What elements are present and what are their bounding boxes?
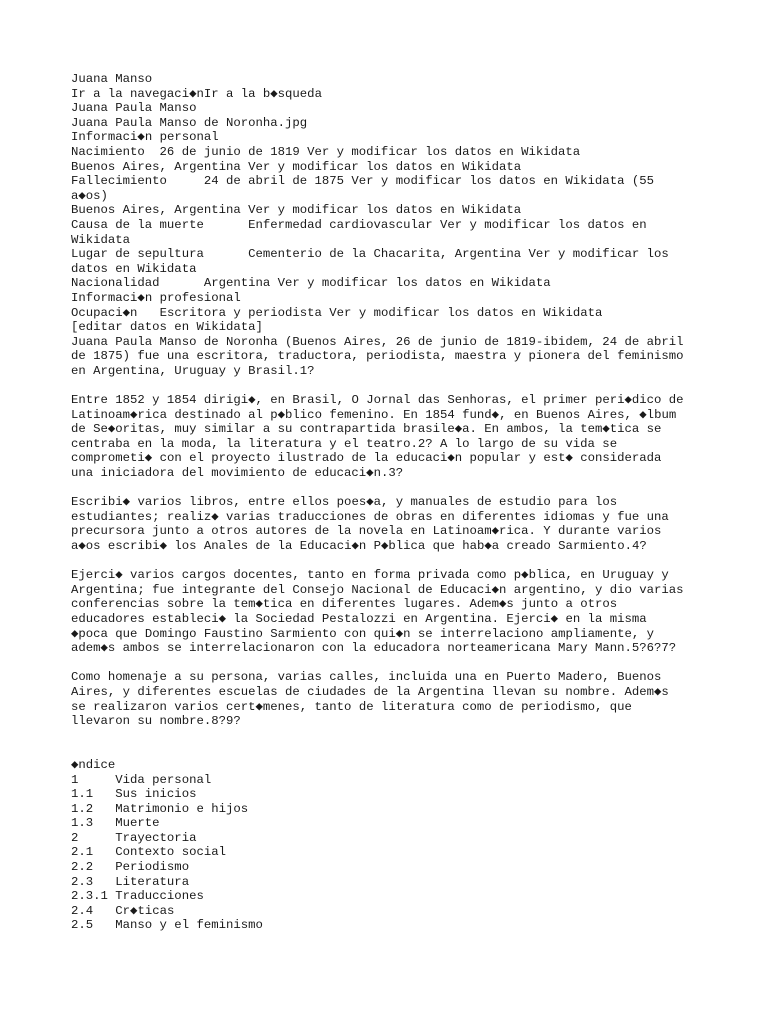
infobox-section-heading: Informaci◆n profesional: [71, 290, 241, 305]
article-title: Juana Manso: [71, 72, 153, 86]
infobox-row-burial: Lugar de sepultura Cementerio de la Chacarita, Argentina Ver y modificar los: [71, 247, 669, 262]
paragraph-line: llevaron su nombre.8?9?: [71, 714, 241, 729]
paragraph-line: Latinoam◆rica destinado al p◆blico femenino. En 1854 fund◆, en Buenos Aires, ◆lbum: [71, 407, 677, 422]
paragraph-line: una iniciadora del movimiento de educaci◆n.3?: [71, 466, 404, 481]
infobox-name: Juana Paula Manso: [71, 101, 197, 116]
edit-wikidata-link: [editar datos en Wikidata]: [71, 320, 263, 335]
infobox-row-death: Fallecimiento 24 de abril de 1875 Ver y modificar los datos en Wikidata (55: [71, 174, 654, 189]
paragraph-line: comprometi◆ con el proyecto ilustrado de la educaci◆n popular y est◆ considerada: [71, 451, 662, 466]
paragraph-teaching: [71, 568, 711, 656]
paragraph-line: adem◆s ambos se interrelacionaron con la educadora norteamericana Mary Mann.5?6?7?: [71, 641, 677, 656]
infobox-row-birth: Nacimiento 26 de junio de 1819 Ver y modificar los datos en Wikidata: [71, 144, 581, 159]
infobox-row-occupation: Ocupaci◆n Escritora y periodista Ver y modificar los datos en Wikidata: [71, 305, 603, 320]
infobox-row-cause: Causa de la muerte Enfermedad cardiovascular Ver y modificar los datos en: [71, 217, 647, 232]
toc-item: 1.3 Muerte: [71, 816, 160, 831]
toc-item: 2.2 Periodismo: [71, 860, 190, 875]
infobox-row-death-cont: a◆os): [71, 188, 108, 203]
infobox-section-heading: Informaci◆n personal: [71, 130, 219, 145]
paragraph-line: se realizaron varios cert◆menes, tanto de literatura como de periodismo, que: [71, 699, 632, 714]
paragraph-line: ◆poca que Domingo Faustino Sarmiento con qui◆n se interrelaciono ampliamente, y: [71, 626, 655, 641]
toc-item: 2.4 Cr◆ticas: [71, 903, 175, 918]
infobox-row-burial-cont: datos en Wikidata: [71, 261, 197, 276]
paragraph-works: [71, 495, 711, 553]
toc-item: 2.1 Contexto social: [71, 845, 226, 860]
paragraph-line: a◆os escribi◆ los Anales de la Educaci◆n P◆blica que hab◆a creado Sarmiento.4?: [71, 539, 647, 553]
toc-item: 2.3.1 Traducciones: [71, 889, 204, 904]
paragraph-line: Ejerci◆ varios cargos docentes, tanto en forma privada como p◆blica, en Uruguay y: [71, 568, 669, 583]
toc-item: 1 Vida personal: [71, 772, 212, 787]
paragraph-line: Escribi◆ varios libros, entre ellos poes◆a, y manuales de estudio para los: [71, 495, 618, 510]
infobox-row-birthplace: Buenos Aires, Argentina Ver y modificar los datos en Wikidata: [71, 159, 522, 174]
paragraph-line: centraba en la moda, la literatura y el teatro.2? A lo largo de su vida se: [71, 436, 618, 451]
infobox-row-nationality: Nacionalidad Argentina Ver y modificar los datos en Wikidata: [71, 276, 551, 291]
intro-line: Juana Paula Manso de Noronha (Buenos Aires, 26 de junio de 1819-ibidem, 24 de abril: [71, 334, 684, 349]
paragraph-line: Aires, y diferentes escuelas de ciudades de la Argentina llevan su nombre. Adem◆s: [71, 684, 669, 699]
paragraph-line: estudiantes; realiz◆ varias traducciones de obras en diferentes idiomas y fue una: [71, 509, 669, 524]
paragraph-journalism: [71, 393, 711, 481]
infobox-image-filename: Juana Paula Manso de Noronha.jpg: [71, 115, 308, 130]
paragraph-line: educadores estableci◆ la Sociedad Pestalozzi en Argentina. Ejerci◆ en la misma: [71, 611, 647, 626]
paragraph-line: Entre 1852 y 1854 dirigi◆, en Brasil, O Jornal das Senhoras, el primer peri◆dico de: [71, 393, 684, 408]
intro-line: en Argentina, Uruguay y Brasil.1?: [71, 363, 315, 378]
table-of-contents: [71, 758, 711, 933]
paragraph-line: de Se◆oritas, muy similar a su contrapartida brasile◆a. En ambos, la tem◆tica se: [71, 422, 662, 437]
toc-item: 2 Trayectoria: [71, 830, 197, 845]
paragraph-line: Argentina; fue integrante del Consejo Nacional de Educaci◆n argentino, y dio varias: [71, 582, 684, 597]
paragraph-line: Como homenaje a su persona, varias calles, incluida una en Puerto Madero, Buenos: [71, 670, 662, 685]
navigation-links: Ir a la navegaci◆nIr a la b◆squeda: [71, 86, 322, 101]
infobox-row-deathplace: Buenos Aires, Argentina Ver y modificar los datos en Wikidata: [71, 203, 522, 218]
paragraph-line: conferencias sobre la tem◆tica en diferentes lugares. Adem◆s junto a otros: [71, 597, 618, 612]
toc-item: 1.1 Sus inicios: [71, 787, 197, 802]
paragraph-line: precursora junto a otros autores de la novela en Latinoam◆rica. Y durante varios: [71, 524, 662, 539]
infobox-and-intro: [71, 72, 711, 378]
intro-line: de 1875) fue una escritora, traductora, periodista, maestra y pionera del feminismo: [71, 349, 684, 364]
toc-item: 2.3 Literatura: [71, 874, 190, 889]
document-page: [71, 72, 711, 933]
infobox-row-cause-cont: Wikidata: [71, 232, 131, 247]
toc-item: 1.2 Matrimonio e hijos: [71, 801, 249, 816]
toc-item: 2.5 Manso y el feminismo: [71, 918, 263, 933]
toc-heading: ◆ndice: [71, 757, 116, 772]
paragraph-homage: [71, 670, 711, 728]
